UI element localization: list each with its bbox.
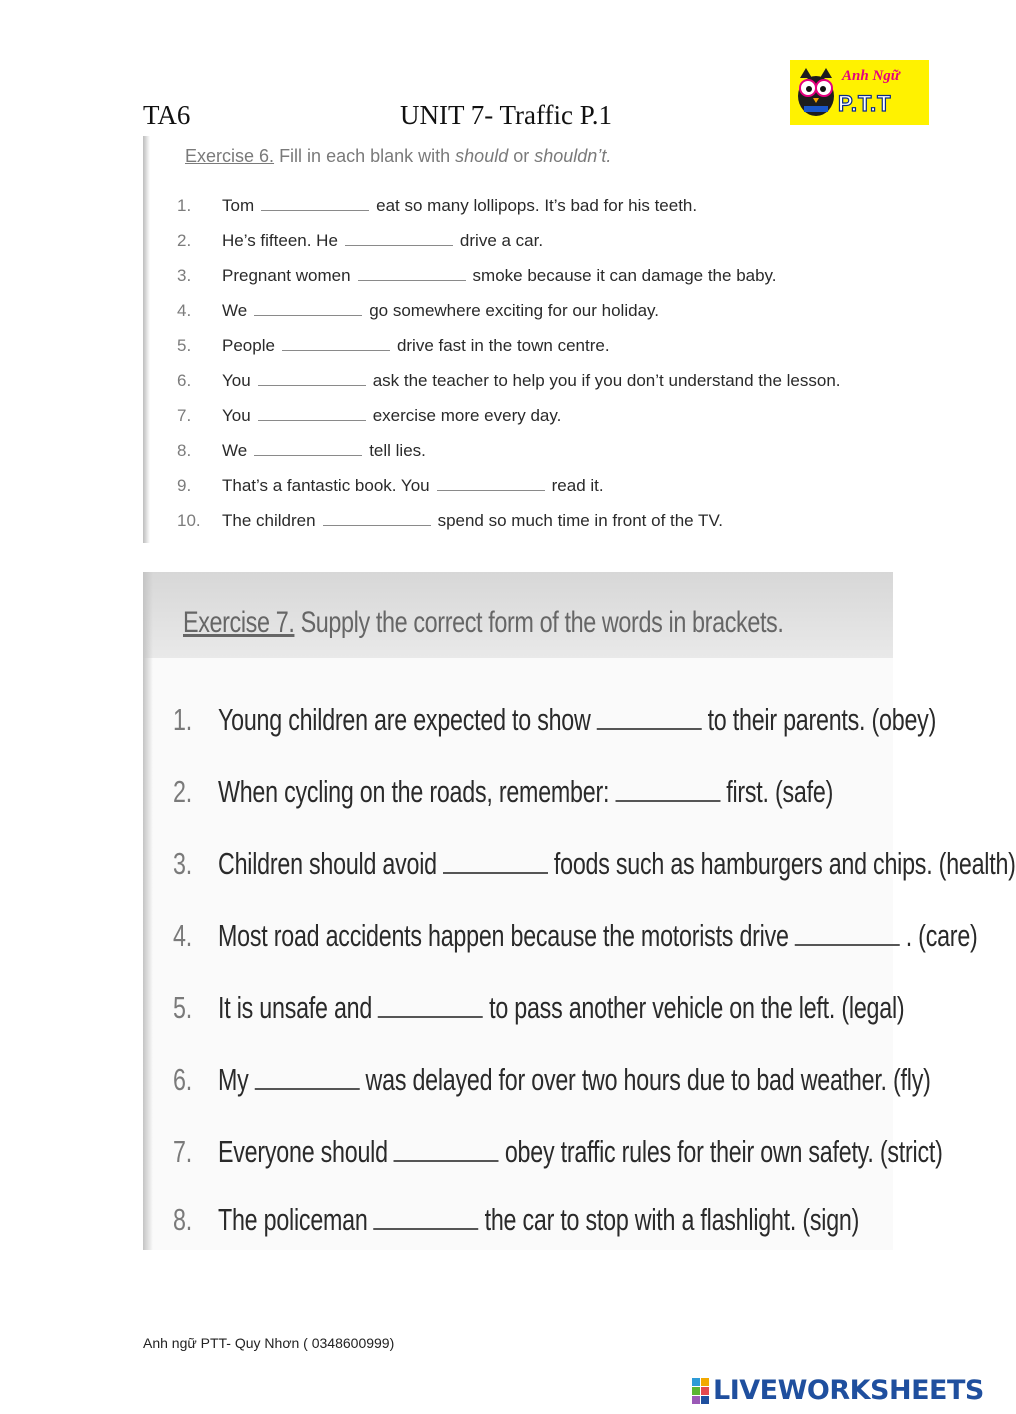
answer-blank[interactable]: [254, 454, 362, 456]
exercise-6-item: 1. Tom eat so many lollipops. It’s bad for his teeth.: [177, 196, 698, 215]
answer-blank[interactable]: [437, 489, 545, 491]
exercise-6-instruction: Fill in each blank with should or shouldn’t.: [279, 146, 612, 166]
exercise-7-item: 4. Most road accidents happen because the motorists drive . (care): [173, 918, 978, 953]
answer-blank[interactable]: [323, 524, 431, 526]
footer-contact: Anh ngữ PTT- Quy Nhơn ( 0348600999): [143, 1335, 395, 1351]
exercise-6-item: 7. You exercise more every day.: [177, 406, 562, 425]
exercise-7-instruction: Supply the correct form of the words in brackets.: [300, 606, 784, 639]
logo-tagline: Anh Ngữ: [842, 68, 900, 84]
exercise-7-item: 3. Children should avoid foods such as hamburgers and chips. (health): [173, 846, 1016, 881]
answer-blank[interactable]: [443, 871, 548, 874]
answer-blank[interactable]: [358, 279, 466, 281]
owl-icon: [794, 66, 838, 118]
answer-blank[interactable]: [261, 209, 369, 211]
answer-blank[interactable]: [378, 1015, 483, 1018]
exercise-7-item: 5. It is unsafe and to pass another vehicle on the left. (legal): [173, 990, 905, 1025]
logo-text: P.T.T: [838, 91, 892, 116]
exercise-6-item: 8. We tell lies.: [177, 441, 426, 460]
answer-blank[interactable]: [615, 799, 720, 802]
liveworksheets-brand[interactable]: [692, 1375, 984, 1406]
answer-blank[interactable]: [254, 314, 362, 316]
exercise-6-item: 4. We go somewhere exciting for our holiday.: [177, 301, 659, 320]
scan-edge-shadow: [143, 136, 150, 543]
liveworksheets-wordmark: LIVEWORKSHEETS: [713, 1375, 984, 1406]
scan-edge-shadow: [143, 572, 153, 1250]
answer-blank[interactable]: [394, 1159, 499, 1162]
exercise-7-item: 7. Everyone should obey traffic rules for their own safety. (strict): [173, 1134, 943, 1169]
exercise-6-item: 5. People drive fast in the town centre.: [177, 336, 610, 355]
exercise-7-heading: [183, 606, 783, 640]
exercise-7-item: 2. When cycling on the roads, remember: first. (safe): [173, 774, 834, 809]
exercise-6-item: 9. That’s a fantastic book. You read it.: [177, 476, 604, 495]
exercise-7-item: 6. My was delayed for over two hours due to bad weather. (fly): [173, 1062, 931, 1097]
answer-blank[interactable]: [255, 1087, 360, 1090]
answer-blank[interactable]: [795, 943, 900, 946]
exercise-6-heading: [185, 146, 611, 167]
exercise-6-label: Exercise 6.: [185, 146, 275, 166]
answer-blank[interactable]: [258, 419, 366, 421]
answer-blank[interactable]: [597, 727, 702, 730]
exercise-7-item: 8. The policeman the car to stop with a flashlight. (sign): [173, 1202, 860, 1237]
exercise-6-item: 2. He’s fifteen. He drive a car.: [177, 231, 544, 250]
answer-blank[interactable]: [345, 244, 453, 246]
exercise-7-item: 1. Young children are expected to show to their parents. (obey): [173, 702, 937, 737]
exercise-6-section: [143, 136, 900, 543]
exercise-7-label: Exercise 7.: [183, 606, 295, 639]
answer-blank[interactable]: [258, 384, 366, 386]
ptt-logo: [790, 60, 929, 125]
answer-blank[interactable]: [282, 349, 390, 351]
exercise-7-section: [143, 572, 1016, 1250]
worksheet-code: TA6: [143, 100, 191, 130]
exercise-6-item: 10. The children spend so much time in front of the TV.: [177, 511, 723, 530]
exercise-6-item: 3. Pregnant women smoke because it can damage the baby.: [177, 266, 777, 285]
exercise-6-item: 6. You ask the teacher to help you if you don’t understand the lesson.: [177, 371, 841, 390]
page-title: UNIT 7- Traffic P.1: [400, 100, 613, 130]
liveworksheets-icon: [692, 1378, 709, 1404]
answer-blank[interactable]: [374, 1227, 479, 1230]
